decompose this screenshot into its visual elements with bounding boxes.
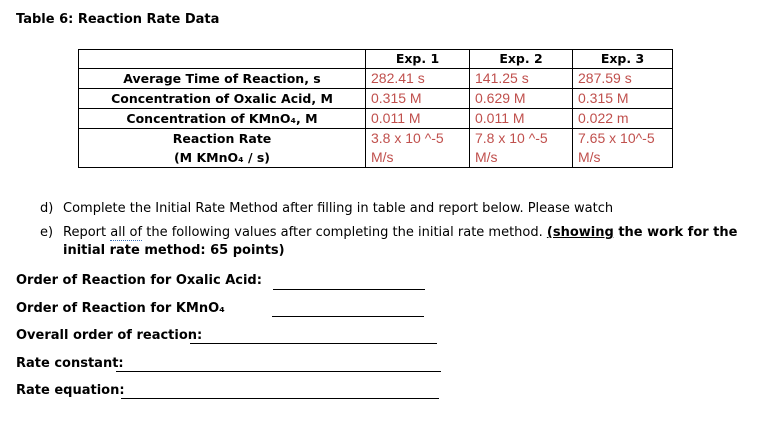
- cell-rate-exp1[interactable]: [366, 129, 470, 168]
- header-exp2: Exp. 2: [470, 50, 573, 69]
- instruction-list: [40, 200, 740, 266]
- rate-constant-blank[interactable]: [116, 371, 441, 372]
- row-label-rate: [79, 129, 366, 168]
- rate-value: 7.65 x 10^-5: [578, 130, 655, 146]
- instruction-e-text: Report all of the following values after completing the initial rate method. (showing the work for the initial rate method: 65 points): [63, 225, 738, 258]
- list-item: [40, 200, 740, 218]
- table-title: Table 6: Reaction Rate Data: [16, 12, 220, 27]
- rate-unit: M/s: [371, 149, 394, 165]
- cell-kmno4-exp1[interactable]: 0.011 M: [366, 109, 470, 129]
- header-empty: [79, 50, 366, 69]
- cell-time-exp1[interactable]: 282.41 s: [366, 69, 470, 89]
- reaction-rate-table: [78, 49, 673, 168]
- cell-rate-exp3[interactable]: [573, 129, 673, 168]
- cell-kmno4-exp3[interactable]: 0.022 m: [573, 109, 673, 129]
- cell-oxalic-exp2[interactable]: 0.629 M: [470, 89, 573, 109]
- oxalic-order-label: Order of Reaction for Oxalic Acid:: [16, 273, 262, 288]
- header-exp3: Exp. 3: [573, 50, 673, 69]
- instruction-d-text: Complete the Initial Rate Method after filling in table and report below. Please watch: [63, 201, 614, 216]
- cell-time-exp2[interactable]: 141.25 s: [470, 69, 573, 89]
- cell-rate-exp2[interactable]: [470, 129, 573, 168]
- table-row: [79, 109, 673, 129]
- rate-value: 7.8 x 10 ^-5: [475, 130, 548, 146]
- cell-kmno4-exp2[interactable]: 0.011 M: [470, 109, 573, 129]
- cell-oxalic-exp3[interactable]: 0.315 M: [573, 89, 673, 109]
- table-row: [79, 129, 673, 168]
- row-label-time: Average Time of Reaction, s: [79, 69, 366, 89]
- table-row: [79, 89, 673, 109]
- cell-oxalic-exp1[interactable]: 0.315 M: [366, 89, 470, 109]
- list-marker-d: d): [40, 201, 54, 216]
- row-label-oxalic: Concentration of Oxalic Acid, M: [79, 89, 366, 109]
- rate-label-line2: (M KMnO₄ / s): [173, 150, 271, 165]
- row-label-kmno4: Concentration of KMnO₄, M: [79, 109, 366, 129]
- rate-value: 3.8 x 10 ^-5: [371, 130, 444, 146]
- overall-order-blank[interactable]: [190, 343, 437, 344]
- rate-equation-label: Rate equation:: [16, 383, 125, 398]
- kmno4-order-label: Order of Reaction for KMnO₄: [16, 301, 225, 316]
- spellcheck-underline: all of: [110, 225, 143, 240]
- kmno4-order-blank[interactable]: [272, 316, 424, 317]
- header-exp1: Exp. 1: [366, 50, 470, 69]
- rate-unit: M/s: [578, 149, 601, 165]
- rate-label-line1: Reaction Rate: [172, 131, 272, 146]
- table-header-row: [79, 50, 673, 69]
- oxalic-order-blank[interactable]: [273, 289, 425, 290]
- cell-time-exp3[interactable]: 287.59 s: [573, 69, 673, 89]
- table-row: [79, 69, 673, 89]
- list-marker-e: e): [40, 225, 54, 240]
- overall-order-label: Overall order of reaction:: [16, 328, 203, 343]
- rate-unit: M/s: [475, 149, 498, 165]
- list-item: [40, 224, 740, 260]
- rate-constant-label: Rate constant:: [16, 356, 124, 371]
- rate-equation-blank[interactable]: [121, 398, 439, 399]
